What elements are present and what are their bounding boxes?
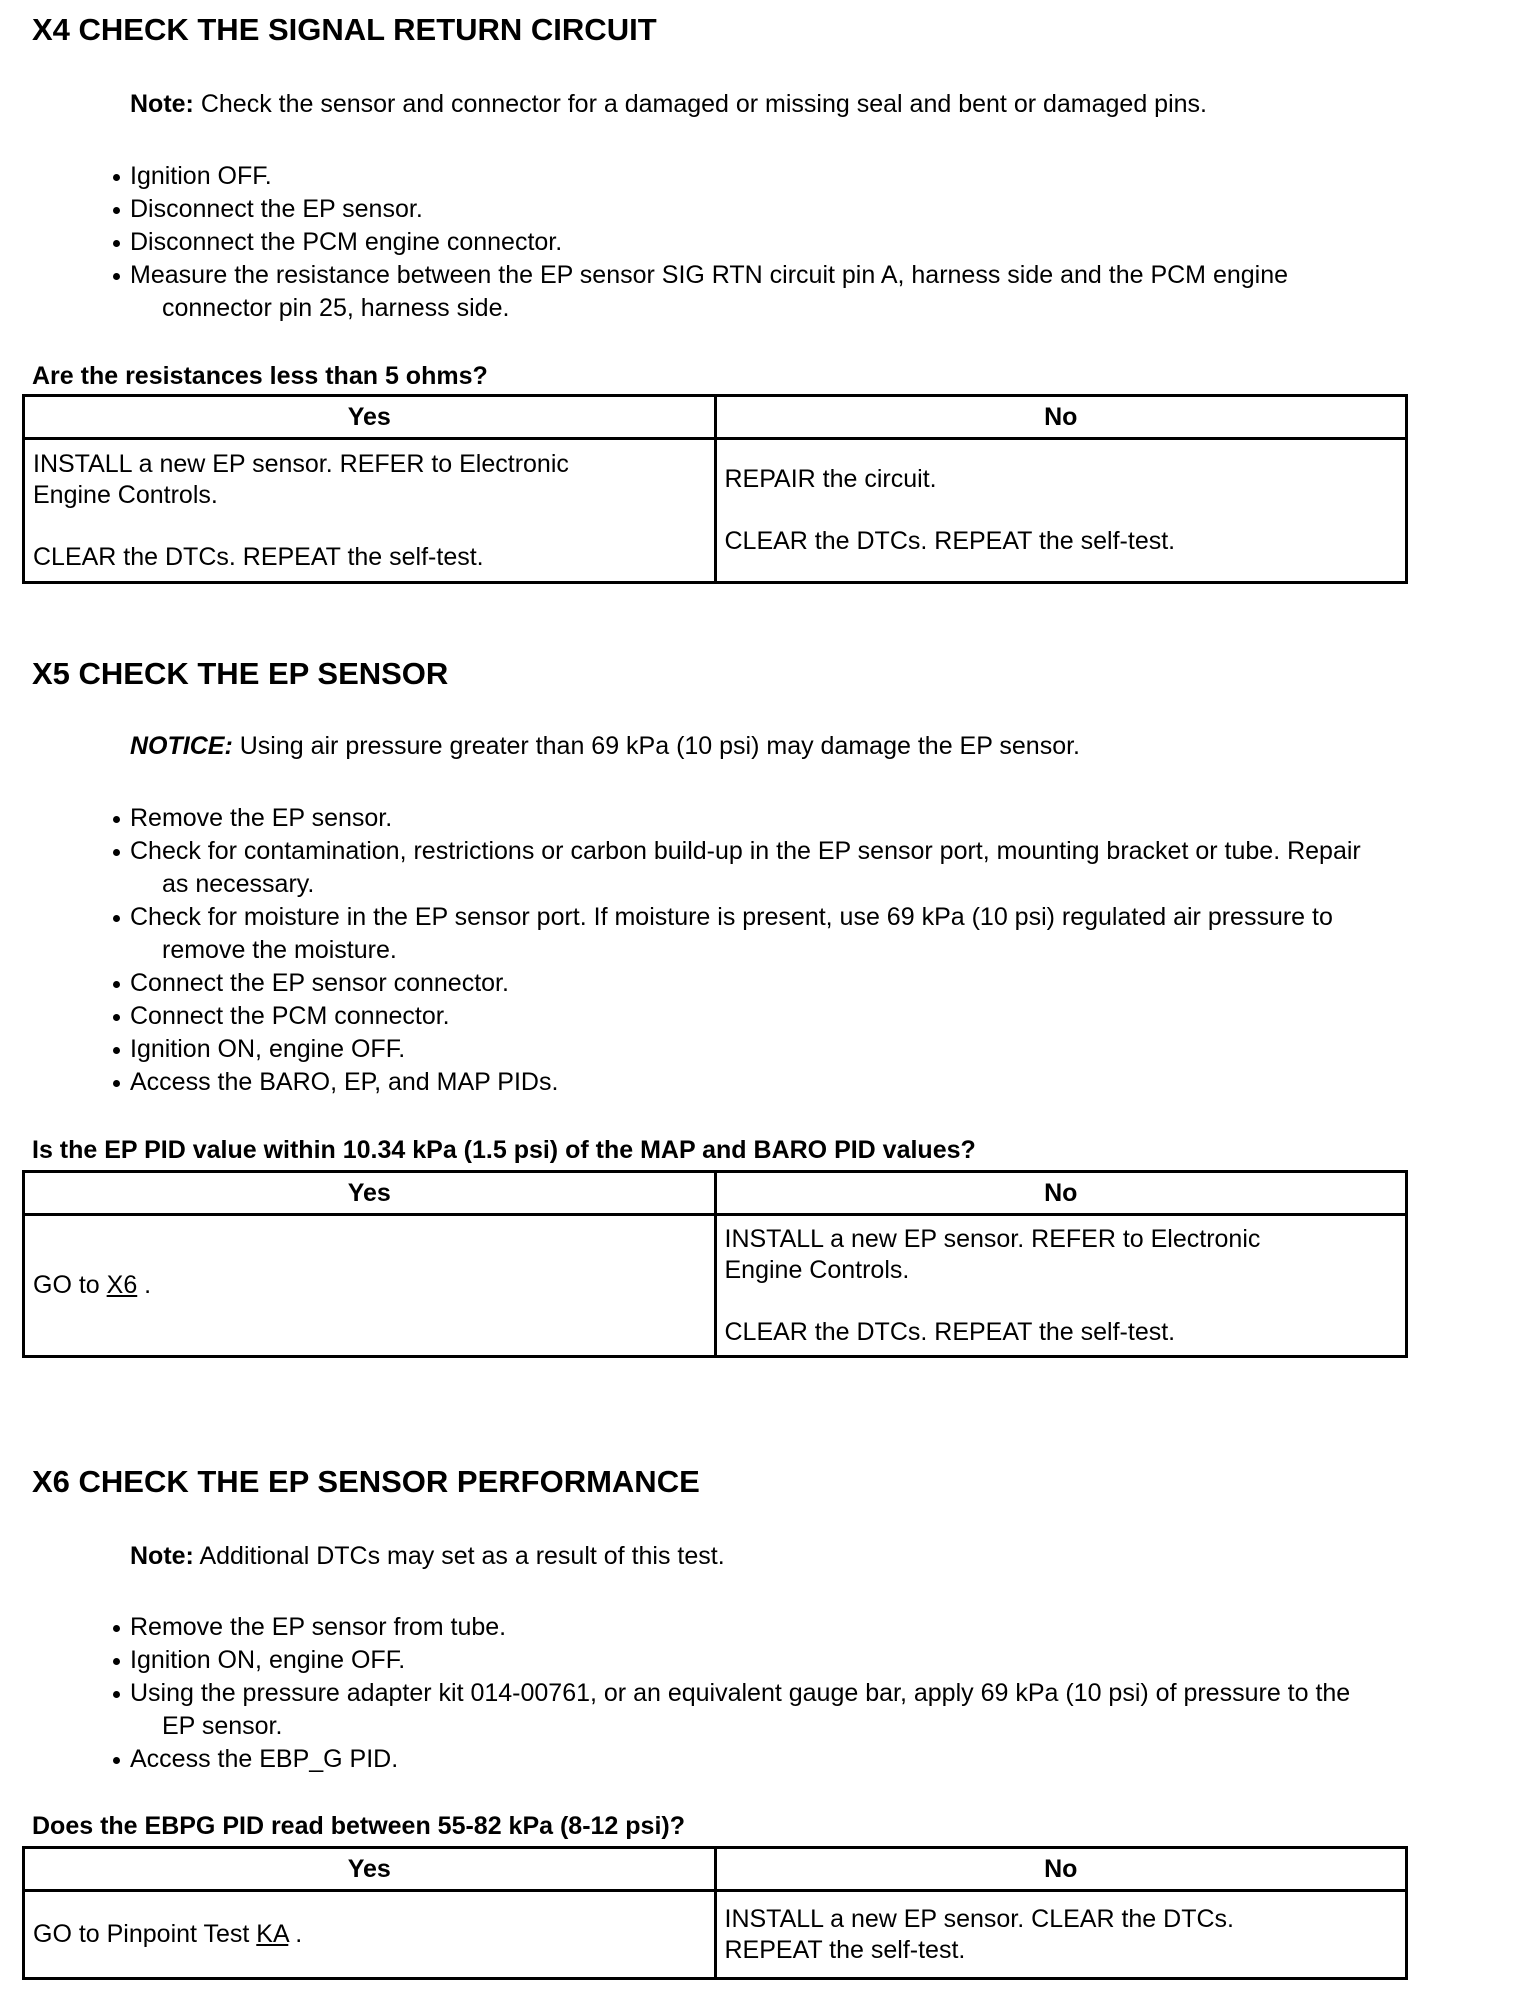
x6-bullet-3-cont: EP sensor.: [162, 1712, 283, 1740]
x6-note: [130, 1542, 725, 1571]
x5-result-table: [22, 1170, 1408, 1358]
x6-yes-cell: [24, 1891, 716, 1979]
x6-no-cell: [715, 1891, 1407, 1979]
x5-no-header: No: [715, 1172, 1407, 1215]
x5-question: Is the EP PID value within 10.34 kPa (1.5 psi) of the MAP and BARO PID values?: [32, 1136, 976, 1164]
x4-note: [130, 90, 1207, 119]
x6-bullet-3: [110, 1677, 1350, 1743]
x6-note-label: Note:: [130, 1542, 194, 1570]
x5-no-line1: INSTALL a new EP sensor. REFER to Electronic Engine Controls.: [724, 1224, 1261, 1284]
x5-bullet-5: Connect the PCM connector.: [110, 1000, 1361, 1033]
x6-bullet-2: Ignition ON, engine OFF.: [110, 1644, 1350, 1677]
x5-bullet-3-cont: remove the moisture.: [162, 936, 397, 964]
x5-yes-header: Yes: [24, 1172, 716, 1215]
x5-yes-suffix: .: [137, 1271, 152, 1299]
x4-bullet-2: Disconnect the EP sensor.: [110, 193, 1288, 226]
x4-no-line1: REPAIR the circuit.: [724, 465, 937, 493]
x4-note-label: Note:: [130, 90, 194, 118]
x4-yes-cell: [24, 439, 716, 583]
x4-bullet-4-cont: connector pin 25, harness side.: [162, 294, 510, 322]
x6-result-table: [22, 1846, 1408, 1980]
x4-bullet-list: [110, 160, 1288, 325]
x5-yes-prefix: GO to: [33, 1271, 107, 1299]
x4-bullet-4-text: Measure the resistance between the EP sensor SIG RTN circuit pin A, harness side and the PCM engine: [130, 261, 1289, 289]
x6-yes-prefix: GO to Pinpoint Test: [33, 1920, 257, 1948]
x5-bullet-1: Remove the EP sensor.: [110, 802, 1361, 835]
x4-note-text: Check the sensor and connector for a damaged or missing seal and bent or damaged pins.: [193, 90, 1207, 118]
x4-bullet-4: [110, 259, 1288, 325]
x6-yes-line: [33, 1919, 706, 1950]
x6-title: X6 CHECK THE EP SENSOR PERFORMANCE: [32, 1464, 700, 1499]
x5-bullet-3-text: Check for moisture in the EP sensor port. If moisture is present, use 69 kPa (10 psi) regulated air pressure to: [130, 903, 1333, 931]
x5-bullet-2: [110, 835, 1361, 901]
x4-title: X4 CHECK THE SIGNAL RETURN CIRCUIT: [32, 12, 657, 47]
x4-yes-line1: INSTALL a new EP sensor. REFER to Electronic Engine Controls.: [33, 449, 569, 509]
x4-bullet-3: Disconnect the PCM engine connector.: [110, 226, 1288, 259]
x5-bullet-4: Connect the EP sensor connector.: [110, 967, 1361, 1000]
x5-no-cell: [715, 1215, 1407, 1357]
x6-bullet-list: [110, 1611, 1350, 1776]
x6-no-line1: INSTALL a new EP sensor. CLEAR the DTCs. REPEAT the self-test.: [724, 1904, 1234, 1964]
x5-bullet-list: [110, 802, 1361, 1099]
x5-yes-cell: [24, 1215, 716, 1357]
ka-link[interactable]: KA: [256, 1920, 289, 1948]
x5-notice-label: NOTICE:: [130, 732, 233, 760]
x4-no-header: No: [715, 396, 1407, 439]
x6-bullet-3-text: Using the pressure adapter kit 014-00761, or an equivalent gauge bar, apply 69 kPa (10 psi) of pressure to the: [130, 1679, 1351, 1707]
x6-no-header: No: [715, 1848, 1407, 1891]
x5-notice: [130, 732, 1080, 761]
x6-link[interactable]: X6: [106, 1271, 138, 1299]
x5-bullet-3: [110, 901, 1361, 967]
x5-notice-text: Using air pressure greater than 69 kPa (10 psi) may damage the EP sensor.: [232, 732, 1080, 760]
x6-yes-header: Yes: [24, 1848, 716, 1891]
x5-bullet-2-text: Check for contamination, restrictions or carbon build-up in the EP sensor port, mounting bracket or tube. Repair: [130, 837, 1361, 865]
x6-note-text: Additional DTCs may set as a result of this test.: [193, 1542, 725, 1570]
x5-no-line2: CLEAR the DTCs. REPEAT the self-test.: [724, 1317, 1176, 1346]
x4-no-cell: [715, 439, 1407, 583]
x5-bullet-7: Access the BARO, EP, and MAP PIDs.: [110, 1066, 1361, 1099]
x4-bullet-1: Ignition OFF.: [110, 160, 1288, 193]
x5-bullet-2-cont: as necessary.: [162, 870, 315, 898]
x4-yes-header: Yes: [24, 396, 716, 439]
x5-title: X5 CHECK THE EP SENSOR: [32, 656, 449, 691]
x4-result-table: [22, 394, 1408, 584]
x6-bullet-1: Remove the EP sensor from tube.: [110, 1611, 1350, 1644]
x5-yes-line: [33, 1270, 706, 1301]
x5-bullet-6: Ignition ON, engine OFF.: [110, 1033, 1361, 1066]
x6-yes-suffix: .: [288, 1920, 303, 1948]
x4-no-line2: CLEAR the DTCs. REPEAT the self-test.: [724, 527, 1176, 555]
x6-bullet-4: Access the EBP_G PID.: [110, 1743, 1350, 1776]
x4-yes-line2: CLEAR the DTCs. REPEAT the self-test.: [33, 542, 484, 571]
x4-question: Are the resistances less than 5 ohms?: [32, 362, 488, 390]
x6-question: Does the EBPG PID read between 55-82 kPa (8-12 psi)?: [32, 1812, 686, 1840]
